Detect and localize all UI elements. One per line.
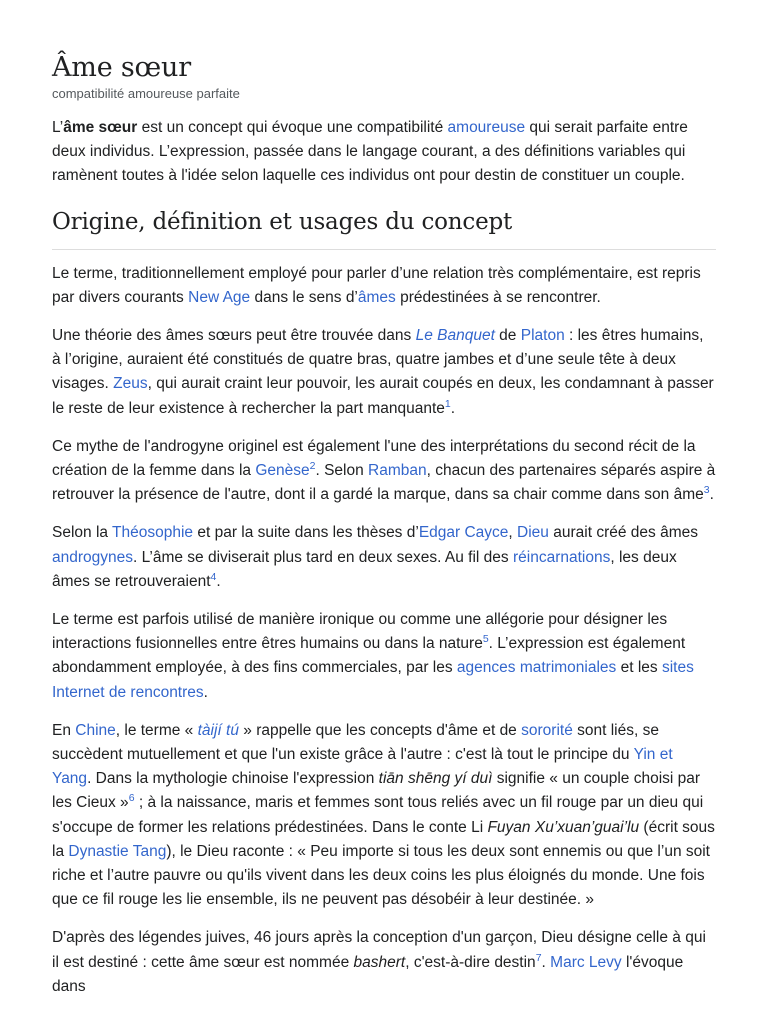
text: .	[203, 683, 208, 701]
text: prédestinées à se rencontrer.	[395, 288, 601, 306]
text: , qui aurait craint leur pouvoir, les aurait coupés en deux, les condamnant à passer le reste de leur existence à rechercher la part manquante	[52, 375, 714, 417]
link-marc-levy[interactable]: Marc Levy	[550, 953, 622, 971]
text: qui serait parfaite entre deux individus. L’expression, passée dans le langage courant, a des définitions variables qui ramènent toutes à l'idée selon laquelle ces individus ont pour destin de constituer un couple.	[52, 119, 688, 185]
link-reincarnations[interactable]: réincarnations	[512, 548, 611, 566]
text: ), le Dieu raconte : « Peu importe si tous les deux sont ennemis ou que l’un soit riche et l’autre pauvre ou qu'ils vivent dans les deux coins les plus éloignés du monde. Une fois que ce fil rouge les lie ensemble, ils ne peuvent pas désobéir à leur destinée. »	[52, 842, 710, 909]
text: Le terme est parfois utilisé de manière ironique ou comme une allégorie pour désigner les interactions fusionnelles entre êtres humains ou dans la nature	[52, 611, 668, 653]
text: l'évoque dans	[52, 953, 684, 995]
reference-1[interactable]: 1	[444, 397, 451, 410]
link-sites-internet-de-rencontres[interactable]: sites Internet de rencontres	[52, 659, 694, 701]
italic-term: Fuyan Xu’xuan’guai’lu	[487, 818, 640, 836]
text: , le terme «	[115, 721, 198, 739]
link-agences-matrimoniales[interactable]: agences matrimoniales	[456, 659, 617, 677]
text: .	[216, 572, 221, 590]
link-chine[interactable]: Chine	[75, 721, 116, 739]
link-ames[interactable]: âmes	[357, 288, 396, 306]
text: sont liés, se succèdent mutuellement et que l'un existe grâce à l'autre : c'est là tout le principe du	[52, 721, 659, 764]
lead-bold-term: âme sœur	[63, 119, 138, 136]
text: , les deux âmes se retrouveraient	[52, 548, 677, 590]
paragraph-7	[52, 926, 716, 999]
reference-4[interactable]: 4	[210, 570, 217, 583]
reference-2[interactable]: 2	[309, 459, 316, 472]
italic-term: tiān shēng yí duì	[378, 770, 493, 788]
text: et les	[616, 659, 662, 677]
italic-term: bashert	[353, 953, 406, 971]
text: et par la suite dans les thèses d’	[193, 524, 419, 542]
link-text: tàijí tú	[197, 721, 239, 739]
reference-5[interactable]: 5	[482, 633, 489, 646]
link-platon[interactable]: Platon	[520, 327, 565, 345]
paragraph-4	[52, 521, 716, 594]
link-text: Le Banquet	[415, 327, 495, 345]
text: , c'est-à-dire destin	[405, 953, 536, 971]
text: de	[494, 327, 521, 345]
paragraph-6	[52, 719, 716, 913]
link-taiji-tu[interactable]	[198, 722, 239, 739]
paragraph-1	[52, 262, 716, 310]
text: .	[709, 486, 714, 504]
link-sororite[interactable]: sororité	[521, 721, 573, 739]
page-subtitle: compatibilité amoureuse parfaite	[52, 86, 240, 101]
lead-paragraph	[52, 116, 716, 189]
link-yin-et-yang[interactable]: Yin et Yang	[52, 746, 673, 788]
text: » rappelle que les concepts d'âme et de	[238, 721, 522, 739]
text: L’	[52, 119, 64, 136]
text: D'après des légendes juives, 46 jours après la conception d'un garçon, Dieu désigne celle à qui il est destiné : cette âme sœur est nommée	[52, 929, 706, 971]
link-genese[interactable]: Genèse	[255, 462, 310, 480]
link-theosophie[interactable]: Théosophie	[112, 524, 194, 542]
text: Selon la	[52, 524, 113, 542]
text: . Dans la mythologie chinoise l'expression	[87, 770, 379, 788]
text: . L’expression est également abondamment employée, à des fins commerciales, par les	[52, 635, 686, 677]
text: signifie « un couple choisi par les Cieux »	[52, 770, 701, 812]
text: Le terme, traditionnellement employé pour parler d’une relation très complémentaire, est repris par divers courants	[52, 264, 701, 306]
text: . Selon	[315, 462, 369, 480]
text: dans le sens d’	[250, 288, 358, 306]
text: (écrit sous la	[52, 818, 715, 860]
link-le-banquet[interactable]	[416, 327, 495, 344]
page-title: Âme sœur	[52, 52, 191, 83]
reference-6[interactable]: 6	[128, 792, 135, 805]
text: aurait créé des âmes	[548, 524, 698, 542]
text: Une théorie des âmes sœurs peut être trouvée dans	[52, 327, 416, 345]
link-new-age[interactable]: New Age	[188, 288, 251, 306]
link-ramban[interactable]: Ramban	[368, 462, 427, 480]
reference-3[interactable]: 3	[703, 484, 710, 497]
text: .	[450, 399, 456, 417]
link-zeus[interactable]: Zeus	[113, 375, 148, 393]
text: Ce mythe de l'androgyne originel est également l'une des interprétations du second récit de la création de la femme dans la	[52, 437, 696, 480]
link-dieu[interactable]: Dieu	[517, 524, 549, 542]
reference-7[interactable]: 7	[535, 951, 542, 964]
paragraph-2	[52, 324, 716, 421]
text: : les êtres humains, à l’origine, auraient été constitués de quatre bras, quatre jambes et d’une seule tête à deux visages.	[52, 327, 704, 393]
text: En	[52, 721, 76, 739]
link-dynastie-tang[interactable]: Dynastie Tang	[68, 842, 167, 860]
text: . L’âme se diviserait plus tard en deux sexes. Au fil des	[133, 548, 513, 566]
section-heading: Origine, définition et usages du concept	[52, 207, 716, 250]
text: .	[541, 953, 551, 971]
text: ; à la naissance, maris et femmes sont tous reliés avec un fil rouge par un dieu qui s'occupe de former les relations prédestinées. Dans le conte Li	[52, 794, 704, 836]
paragraph-5	[52, 608, 716, 705]
link-androgynes[interactable]: androgynes	[52, 548, 134, 566]
link-amoureuse[interactable]: amoureuse	[447, 119, 526, 136]
text: ,	[508, 524, 518, 542]
text: , chacun des partenaires séparés aspire à retrouver la présence de l'autre, dont il a gardé la marque, dans sa chair comme dans son âme	[52, 462, 716, 504]
section-body	[52, 262, 716, 999]
text: est un concept qui évoque une compatibilité	[137, 119, 448, 136]
paragraph-3	[52, 435, 716, 508]
link-edgar-cayce[interactable]: Edgar Cayce	[418, 524, 509, 542]
